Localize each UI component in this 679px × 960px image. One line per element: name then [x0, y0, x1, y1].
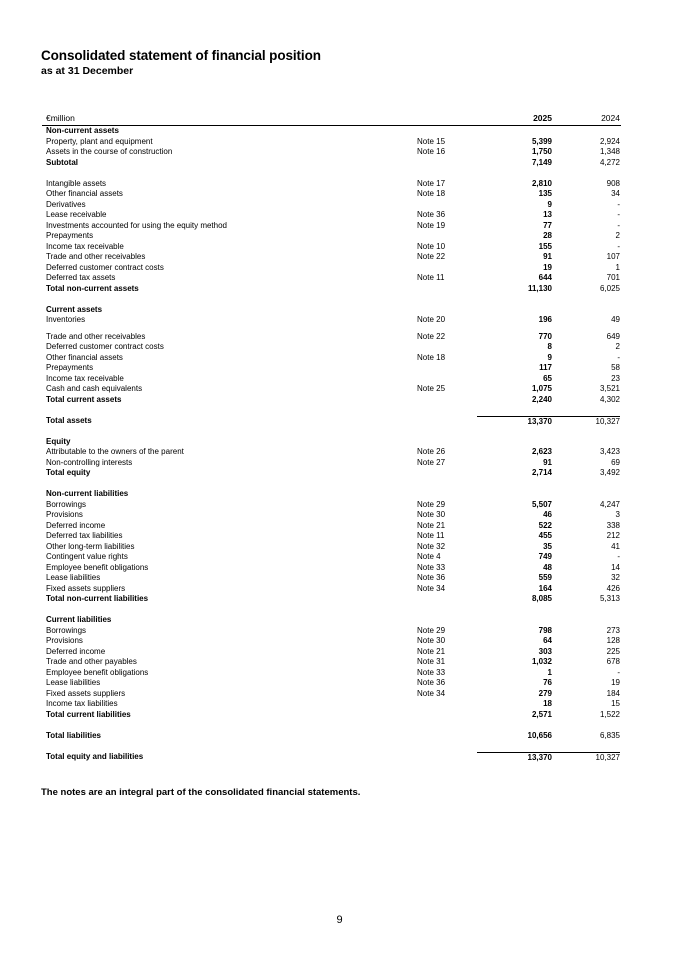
row-value-2024: 34: [611, 189, 620, 198]
row-value-2025: 65: [543, 373, 552, 383]
table-row-total: [46, 489, 621, 500]
row-value-2024: 3,492: [599, 468, 620, 477]
row-note: Note 33: [417, 562, 446, 572]
table-row: [46, 647, 621, 658]
row-value-2025: 18: [543, 699, 552, 708]
row-note: Note 21: [417, 646, 446, 656]
row-label: Income tax liabilities: [46, 699, 118, 708]
row-value-2025: 19: [543, 262, 552, 272]
row-value-2025: 196: [538, 315, 552, 324]
row-value-2024: -: [617, 352, 620, 362]
row-value-2025: 11,130: [527, 283, 552, 293]
row-value-2025: 455: [538, 531, 552, 540]
row-note: Note 19: [417, 220, 446, 230]
table-row: [46, 263, 621, 274]
row-spacer: [46, 479, 621, 490]
table-row: [46, 147, 621, 158]
row-value-2024: [552, 126, 620, 137]
row-note: [417, 594, 477, 605]
table-row-total: [46, 468, 621, 479]
row-value-2024: 3,521: [599, 384, 620, 393]
row-note: Note 36: [417, 678, 446, 687]
table-row-total: [46, 305, 621, 316]
table-row: [46, 210, 621, 221]
row-label: Subtotal: [46, 157, 78, 167]
row-label: Current assets: [46, 304, 103, 314]
row-note: Note 17: [417, 178, 446, 188]
row-value-2025: 644: [538, 273, 552, 282]
row-label: Lease liabilities: [46, 678, 101, 687]
row-value-2024: 23: [611, 373, 620, 383]
row-note: Note 36: [417, 573, 446, 582]
table-row: [46, 137, 621, 148]
table-row: [46, 231, 621, 242]
row-spacer: [46, 605, 621, 616]
table-row-total: [46, 158, 621, 169]
row-value-2025: [477, 437, 552, 448]
table-row: [46, 542, 621, 553]
row-value-2025: [477, 126, 552, 137]
row-note: [417, 126, 477, 137]
row-label: Deferred tax liabilities: [46, 531, 123, 540]
row-note: [417, 752, 477, 763]
page-title: Consolidated statement of financial position: [41, 48, 321, 63]
row-label: Non-current liabilities: [46, 489, 129, 498]
row-value-2024: 69: [611, 457, 620, 467]
row-note: Note 10: [417, 241, 446, 251]
row-note: [417, 263, 477, 274]
row-value-2024: [552, 489, 620, 500]
row-value-2024: -: [617, 210, 620, 219]
table-row: [46, 374, 621, 385]
row-label: Other financial assets: [46, 352, 123, 362]
row-value-2025: 770: [538, 331, 552, 341]
row-value-2024: 1,348: [599, 147, 620, 156]
page-subtitle: as at 31 December: [41, 65, 134, 77]
table-row-total: [46, 416, 621, 427]
row-value-2025: 13,370: [477, 416, 552, 427]
table-row: [46, 315, 621, 326]
table-row: [46, 363, 621, 374]
row-value-2024: 1,522: [599, 709, 620, 719]
row-label: Prepayments: [46, 231, 94, 240]
row-note: Note 16: [417, 147, 446, 156]
row-value-2025: 2,714: [531, 468, 552, 477]
table-row: [46, 342, 621, 353]
row-label: Trade and other payables: [46, 657, 137, 666]
row-label: Employee benefit obligations: [46, 667, 149, 677]
row-value-2024: -: [617, 199, 620, 209]
row-note: Note 30: [417, 636, 446, 645]
table-body: [46, 126, 621, 762]
row-value-2024: 4,272: [599, 157, 620, 167]
table-row: [46, 200, 621, 211]
row-value-2025: 2,240: [531, 394, 552, 404]
row-value-2024: 5,313: [599, 594, 620, 603]
row-note: Note 18: [417, 189, 446, 198]
year1-header: 2025: [533, 113, 552, 123]
row-note: [417, 342, 477, 353]
row-note: Note 4: [417, 552, 441, 561]
row-label: Deferred income: [46, 646, 106, 656]
row-value-2025: 559: [538, 573, 552, 582]
row-label: Total equity and liabilities: [46, 751, 144, 761]
row-label: Trade and other receivables: [46, 252, 146, 261]
row-label: Lease liabilities: [46, 573, 101, 582]
row-spacer: [46, 426, 621, 437]
row-value-2025: 798: [538, 625, 552, 635]
row-note: Note 11: [417, 273, 445, 282]
row-label: Total non-current assets: [46, 283, 139, 293]
row-label: Prepayments: [46, 363, 94, 372]
row-label: Total non-current liabilities: [46, 594, 149, 603]
row-value-2024: -: [617, 552, 620, 561]
table-row: [46, 332, 621, 343]
row-label: Borrowings: [46, 625, 87, 635]
row-value-2025: 28: [543, 231, 552, 240]
table-row: [46, 636, 621, 647]
row-label: Employee benefit obligations: [46, 562, 149, 572]
row-note: [417, 363, 477, 374]
row-note: Note 15: [417, 136, 446, 146]
row-value-2025: 279: [538, 688, 552, 698]
row-value-2025: 1,032: [531, 657, 552, 666]
unit-header: €million: [46, 113, 75, 123]
row-value-2025: 2,571: [531, 709, 552, 719]
row-label: Deferred income: [46, 520, 106, 530]
table-row-total: [46, 710, 621, 721]
page-number: 9: [336, 914, 343, 926]
row-note: Note 25: [417, 384, 446, 393]
financial-statement-table: [46, 112, 621, 762]
row-value-2024: 107: [606, 252, 620, 261]
row-value-2025: 91: [543, 252, 552, 261]
table-row: [46, 458, 621, 469]
row-value-2024: 19: [611, 678, 620, 687]
row-label: Intangible assets: [46, 178, 107, 188]
row-value-2024: 4,247: [599, 499, 620, 509]
row-note: Note 21: [417, 520, 446, 530]
table-row: [46, 273, 621, 284]
row-value-2025: 9: [547, 199, 552, 209]
year2-header: 2024: [601, 113, 620, 123]
row-note: Note 32: [417, 541, 446, 551]
row-note: Note 34: [417, 583, 446, 593]
row-label: Trade and other receivables: [46, 331, 146, 341]
row-value-2024: 4,302: [599, 394, 620, 404]
row-label: Income tax receivable: [46, 373, 124, 383]
row-value-2024: 3: [615, 510, 620, 519]
table-row: [46, 626, 621, 637]
row-value-2025: 303: [538, 646, 552, 656]
table-row-total: [46, 752, 621, 763]
row-value-2024: 58: [611, 363, 620, 372]
row-value-2025: 135: [538, 189, 552, 198]
table-row: [46, 510, 621, 521]
row-value-2025: 155: [538, 241, 552, 251]
row-value-2024: 15: [611, 699, 620, 708]
row-label: Provisions: [46, 510, 83, 519]
row-value-2024: 2: [615, 231, 620, 240]
row-note: [417, 395, 477, 406]
row-spacer: [46, 720, 621, 731]
row-value-2025: 1,075: [531, 384, 552, 393]
table-row-total: [46, 437, 621, 448]
table-row: [46, 353, 621, 364]
row-note: [417, 710, 477, 721]
row-label: Total equity: [46, 468, 91, 477]
row-value-2025: 1: [547, 667, 552, 677]
table-row: [46, 447, 621, 458]
table-row: [46, 699, 621, 710]
row-value-2024: [552, 437, 620, 448]
row-value-2024: 701: [606, 273, 620, 282]
row-value-2024: 6,025: [599, 283, 620, 293]
table-row: [46, 563, 621, 574]
row-label: Inventories: [46, 315, 86, 324]
table-row: [46, 500, 621, 511]
row-value-2024: 128: [606, 636, 620, 645]
row-label: Fixed assets suppliers: [46, 583, 126, 593]
row-value-2024: -: [617, 220, 620, 230]
row-value-2025: 46: [543, 510, 552, 519]
row-value-2025: 117: [539, 363, 552, 372]
row-label: Assets in the course of construction: [46, 147, 173, 156]
row-label: Non-controlling interests: [46, 457, 133, 467]
row-value-2025: 8,085: [531, 594, 552, 603]
row-label: Total current liabilities: [46, 709, 131, 719]
row-label: Other long-term liabilities: [46, 541, 135, 551]
table-row: [46, 189, 621, 200]
row-note: [417, 615, 477, 626]
row-value-2025: 48: [543, 562, 552, 572]
row-label: Cash and cash equivalents: [46, 384, 143, 393]
table-row: [46, 221, 621, 232]
row-note: Note 30: [417, 510, 446, 519]
row-note: Note 26: [417, 447, 446, 456]
row-note: Note 29: [417, 625, 446, 635]
row-label: Investments accounted for using the equity method: [46, 220, 227, 230]
row-value-2024: 6,835: [599, 730, 620, 740]
row-label: Provisions: [46, 636, 83, 645]
table-row-total: [46, 284, 621, 295]
row-spacer: [46, 405, 621, 416]
row-value-2025: 76: [543, 678, 552, 687]
row-value-2025: [477, 489, 552, 500]
row-note: Note 22: [417, 331, 446, 341]
row-value-2025: 13,370: [477, 752, 552, 763]
table-row: [46, 689, 621, 700]
table-row: [46, 573, 621, 584]
row-note: Note 33: [417, 667, 446, 677]
table-row: [46, 668, 621, 679]
row-value-2024: 10,327: [552, 752, 620, 763]
row-label: Total current assets: [46, 394, 122, 404]
row-label: Fixed assets suppliers: [46, 688, 126, 698]
table-row: [46, 678, 621, 689]
row-value-2025: [477, 615, 552, 626]
row-value-2025: 10,656: [527, 730, 552, 740]
row-note: [417, 468, 477, 479]
row-value-2025: 5,399: [531, 136, 552, 146]
table-row: [46, 584, 621, 595]
row-label: Lease receivable: [46, 210, 107, 219]
row-note: [417, 284, 477, 295]
row-note: [417, 437, 477, 448]
row-note: Note 18: [417, 352, 446, 362]
table-row: [46, 252, 621, 263]
row-value-2025: 9: [547, 352, 552, 362]
row-value-2024: 184: [606, 688, 620, 698]
row-note: Note 36: [417, 210, 446, 219]
row-value-2025: 64: [543, 636, 552, 645]
row-note: [417, 200, 477, 211]
table-row: [46, 657, 621, 668]
row-label: Equity: [46, 436, 71, 446]
table-row: [46, 242, 621, 253]
row-spacer: [46, 741, 621, 752]
table-row: [46, 531, 621, 542]
row-note: Note 22: [417, 252, 446, 261]
row-value-2025: 2,623: [531, 447, 552, 456]
row-spacer: [46, 294, 621, 305]
row-value-2024: 41: [611, 541, 620, 551]
row-value-2024: 3,423: [599, 447, 620, 456]
row-value-2024: -: [617, 667, 620, 677]
row-value-2024: -: [617, 241, 620, 251]
row-value-2024: [552, 305, 620, 316]
row-value-2024: 2: [615, 342, 620, 351]
row-label: Income tax receivable: [46, 241, 124, 251]
table-row-total: [46, 594, 621, 605]
table-row: [46, 384, 621, 395]
row-spacer: [46, 168, 621, 179]
row-note: [417, 489, 477, 500]
row-value-2024: 14: [611, 562, 620, 572]
table-row-total: [46, 395, 621, 406]
row-value-2025: 77: [543, 220, 552, 230]
row-label: Contingent value rights: [46, 552, 128, 561]
row-label: Other financial assets: [46, 189, 123, 198]
table-row-total: [46, 126, 621, 137]
row-note: Note 11: [417, 531, 445, 540]
table-header: [42, 112, 621, 126]
footnote: The notes are an integral part of the consolidated financial statements.: [41, 787, 361, 798]
row-value-2024: 649: [606, 331, 620, 341]
row-note: Note 31: [417, 657, 446, 666]
row-value-2025: 2,810: [531, 178, 552, 188]
row-label: Derivatives: [46, 199, 86, 209]
row-label: Current liabilities: [46, 615, 112, 624]
row-value-2024: 10,327: [552, 416, 620, 427]
table-row: [46, 521, 621, 532]
row-note: [417, 158, 477, 169]
row-note: Note 29: [417, 499, 446, 509]
row-note: [417, 416, 477, 427]
row-label: Property, plant and equipment: [46, 136, 153, 146]
row-note: [417, 699, 477, 710]
row-label: Deferred tax assets: [46, 273, 116, 282]
row-value-2024: 273: [606, 625, 620, 635]
row-value-2025: 522: [538, 520, 552, 530]
row-value-2024: 426: [606, 583, 620, 593]
row-value-2024: [552, 615, 620, 626]
row-label: Total liabilities: [46, 730, 101, 740]
row-note: Note 27: [417, 457, 446, 467]
row-value-2024: 678: [606, 657, 620, 666]
row-value-2024: 212: [606, 531, 620, 540]
row-note: Note 34: [417, 688, 446, 698]
row-value-2024: 1: [615, 262, 620, 272]
row-value-2025: 7,149: [531, 157, 552, 167]
row-label: Deferred customer contract costs: [46, 342, 164, 351]
row-value-2025: 749: [538, 552, 552, 561]
row-value-2024: 49: [611, 315, 620, 324]
row-value-2024: 908: [606, 178, 620, 188]
row-value-2025: 164: [538, 583, 552, 593]
row-label: Attributable to the owners of the parent: [46, 447, 184, 456]
row-value-2024: 225: [606, 646, 620, 656]
row-note: [417, 231, 477, 242]
row-note: [417, 731, 477, 742]
row-value-2024: 32: [611, 573, 620, 582]
row-value-2024: 338: [606, 520, 620, 530]
row-value-2025: 91: [543, 457, 552, 467]
row-value-2025: 13: [543, 210, 552, 219]
row-label: Deferred customer contract costs: [46, 262, 164, 272]
table-row-total: [46, 615, 621, 626]
row-value-2025: 1,750: [531, 147, 552, 156]
row-label: Non-current assets: [46, 126, 119, 135]
row-note: Note 20: [417, 315, 446, 324]
row-value-2025: [477, 305, 552, 316]
row-value-2024: 2,924: [599, 136, 620, 146]
row-note: [417, 374, 477, 385]
row-label: Total assets: [46, 415, 92, 425]
row-label: Borrowings: [46, 499, 87, 509]
row-value-2025: 35: [543, 541, 552, 551]
row-note: [417, 305, 477, 316]
table-row: [46, 179, 621, 190]
row-value-2025: 5,507: [531, 499, 552, 509]
table-row-total: [46, 731, 621, 742]
row-value-2025: 8: [547, 342, 552, 351]
table-row: [46, 552, 621, 563]
